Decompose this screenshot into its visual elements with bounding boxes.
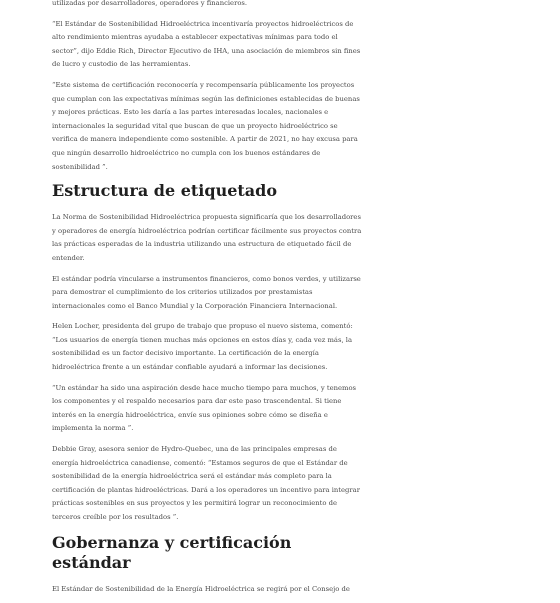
paragraph: El estándar podría vincularse a instrumentos financieros, como bonos verdes, y utilizarse para demostrar el cumplimiento de los criterios utilizados por prestamistas internacionales como el Banco Mundial y la Corporación Financiera Internacional. <box>52 274 361 310</box>
quote-paragraph: “El Estándar de Sostenibilidad Hidroeléctrica incentivaría proyectos hidroeléctricos de alto rendimiento mientras ayudaba a establecer expectativas mínimas para todo el sector”, dijo Eddie Rich, Director Ejecutivo de IHA, una asociación de miembros sin fines de lucro y custodio de las herramientas. <box>52 19 361 69</box>
paragraph: La Norma de Sostenibilidad Hidroeléctrica propuesta significaría que los desarrolladores y operadores de energía hidroeléctrica podrían certificar fácilmente sus proyectos contra las prácticas esperadas de la industria utilizando una estructura de etiquetado fácil de entender. <box>52 213 362 262</box>
article-body <box>52 0 362 603</box>
paragraph: utilizadas por desarrolladores, operadores y financieros. <box>52 0 248 7</box>
paragraph: Debbie Gray, asesora senior de Hydro-Quebec, una de las principales empresas de energía hidroeléctrica canadiense, comentó: “Estamos seguros de que el Estándar de sostenibilidad de la energía hidroeléctrica será el estándar más completo para la certificación de plantas hidroeléctricas. Dará a los operadores un incentivo para integrar prácticas sostenibles en sus proyectos y les permitirá lograr un reconocimiento de terceros creíble por los resultados ”. <box>52 445 360 521</box>
section-heading: Gobernanza y certificación estándar <box>52 532 292 572</box>
quote-paragraph: “Este sistema de certificación reconocería y recompensaría públicamente los proyectos que cumplan con las expectativas mínimas según las definiciones establecidas de buenas y mejores prácticas. Esto les daría a las partes interesadas locales, nacionales e internacionales la seguridad vital que buscan de que un proyecto hidroeléctrico se verifica de manera independiente como sostenible. A partir de 2021, no hay excusa para que ningún desarrollo hidroeléctrico no cumpla con los buenos estándares de sostenibilidad ”. <box>52 80 360 171</box>
paragraph: El Estándar de Sostenibilidad de la Energía Hidroeléctrica se regirá por el Consejo de <box>52 584 350 593</box>
section-heading: Estructura de etiquetado <box>52 181 277 201</box>
quote-paragraph: “Un estándar ha sido una aspiración desde hace mucho tiempo para muchos, y tenemos los componentes y el respaldo necesarios para dar este paso trascendental. Si tiene interés en la energía hidroeléctrica, envíe sus opiniones sobre cómo se diseña e implementa la norma ”. <box>52 383 357 433</box>
paragraph: Helen Locher, presidenta del grupo de trabajo que propuso el nuevo sistema, comentó: “Los usuarios de energía tienen muchas más opciones en estos días y, cada vez más, la sostenibilidad es un factor decisivo importante. La certificación de la energía hidroeléctrica frente a un estándar confiable ayudará a informar las decisiones. <box>52 322 353 372</box>
